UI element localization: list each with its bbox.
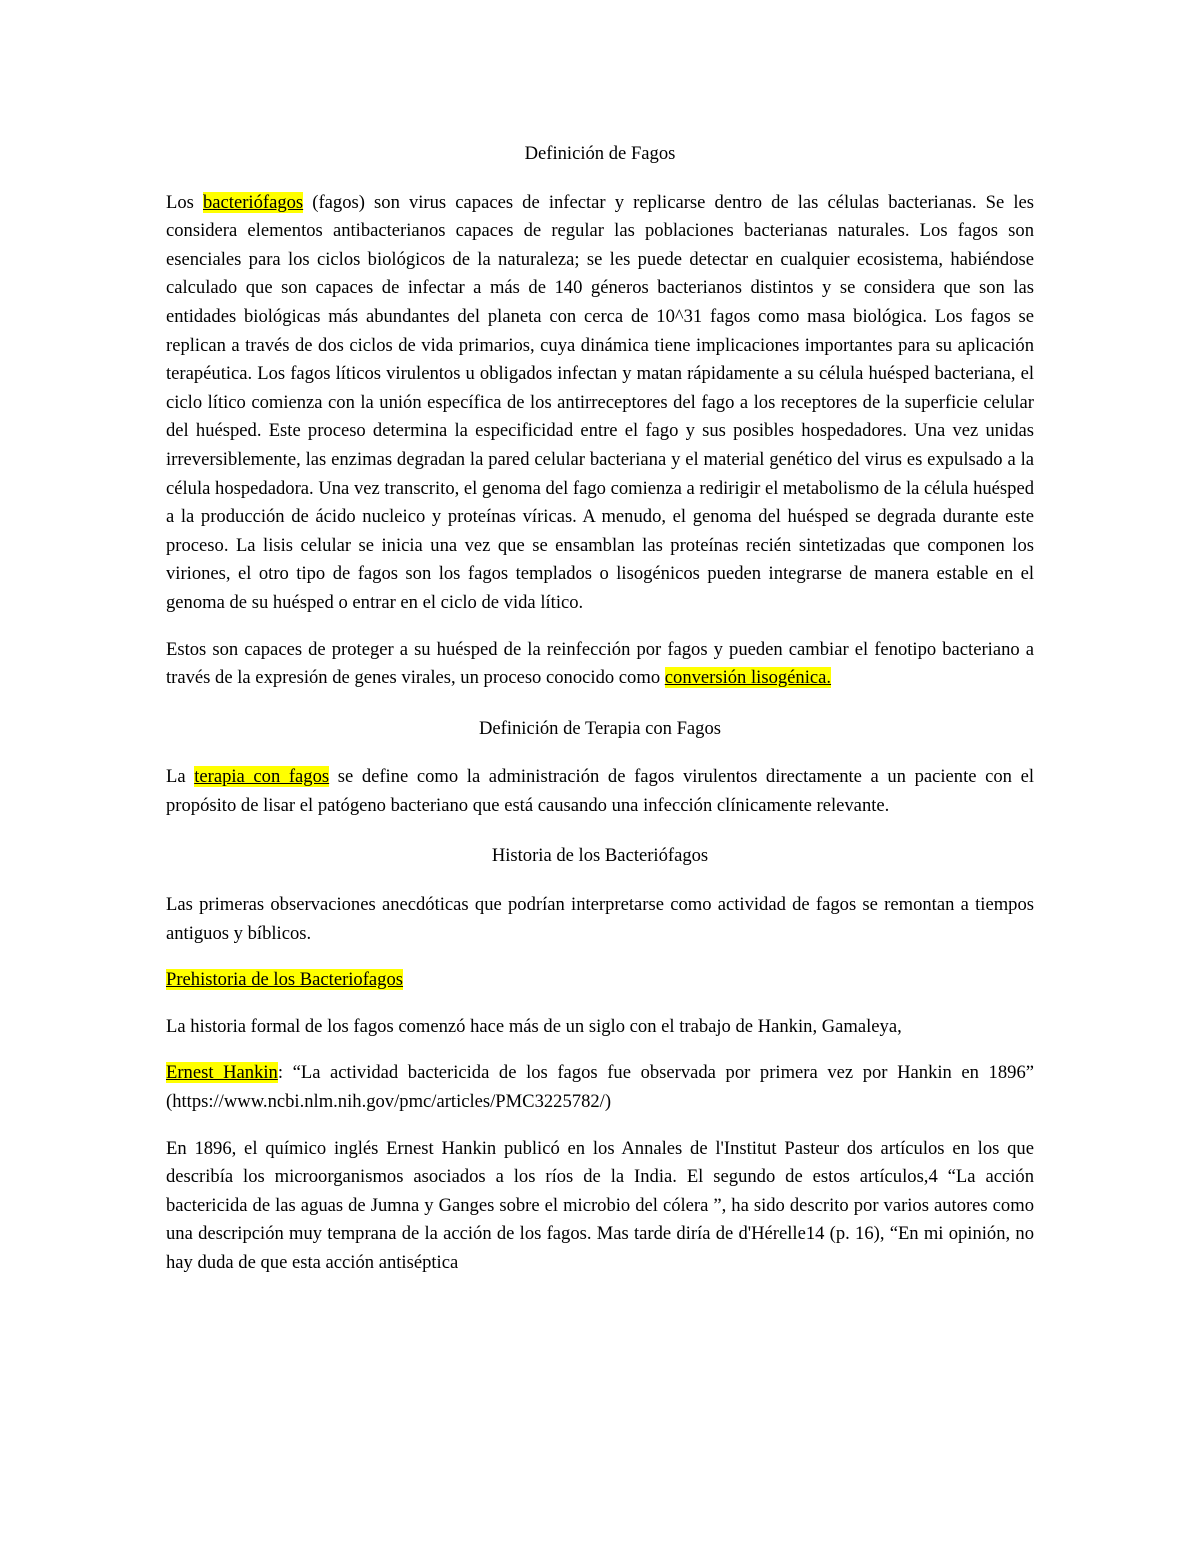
paragraph-hankin-1896: En 1896, el químico inglés Ernest Hankin publicó en los Annales de l'Institut Pasteur dos artículos en los que describía los microorganismos asociados a los ríos de la India. El segundo de estos artículos,4 “La acción bactericida de las aguas de Jumna y Ganges sobre el microbio del cólera ”, ha sido descrito por varios autores como una descripción muy temprana de la acción de los fagos. Mas tarde diría de d'Hérelle14 (p. 16), “En mi opinión, no hay duda de que esta acción antiséptica <box>166 1137 1034 1273</box>
highlighted-term-conversion-lisogenica: conversión lisogénica. <box>664 667 832 689</box>
highlighted-term-ernest-hankin: Ernest Hankin <box>166 1062 278 1084</box>
text: Estos son capaces de proteger a su huésped de la reinfección por fagos y pueden cambiar el fenotipo bacteriano a través de la expresión de genes virales, un proceso conocido como <box>166 638 1034 689</box>
paragraph-historia-formal: La historia formal de los fagos comenzó hace más de un siglo con el trabajo de Hankin, Gamaleya, <box>166 1015 902 1037</box>
paragraph-terapia-definition <box>166 763 1034 820</box>
text: (fagos) son virus capaces de infectar y replicarse dentro de las células bacterianas. Se les considera elementos antibacterianos capaces de regular las poblaciones bacterianas naturales. Los fagos son esenciales para los ciclos biológicos de la naturaleza; se les puede detectar en cualquier ecosistema, habiéndose calculado que son capaces de infectar a más de 140 géneros bacterianos distintos y se considera que son las entidades biológicas más abundantes del planeta con cerca de 10^31 fagos como masa biológica. Los fagos se replican a través de dos ciclos de vida primarios, cuya dinámica tiene implicaciones importantes para su aplicación terapéutica. Los fagos líticos virulentos u obligados infectan y matan rápidamente a su célula huésped bacteriana, el ciclo lítico comienza con la unión específica de los antirreceptores del fago a los receptores de la superficie celular del huésped. Este proceso determina la especificidad entre el fago y sus posibles hospedadores. Una vez unidas irreversiblemente, las enzimas degradan la pared celular bacteriana y el material genético del virus es expulsado a la célula hospedadora. Una vez transcrito, el genoma del fago comienza a redirigir el metabolismo de la célula huésped a la producción de ácido nucleico y proteínas víricas. A menudo, el genoma del huésped se degrada durante este proceso. La lisis celular se inicia una vez que se ensamblan las proteínas recién sintetizadas que componen los viriones, el otro tipo de fagos son los fagos templados o lisogénicos pueden integrarse de manera estable en el genoma de su huésped o entrar en el ciclo de vida lítico. <box>166 191 1034 613</box>
heading-definicion-fagos: Definición de Fagos <box>524 143 676 164</box>
text: La <box>166 766 195 788</box>
paragraph-primeras-observaciones: Las primeras observaciones anecdóticas que podrían interpretarse como actividad de fagos se remontan a tiempos antiguos y bíblicos. <box>166 894 1034 944</box>
text: : “La actividad bactericida de los fagos fue observada por primera vez por Hankin en 1896” (https://www.ncbi.nlm.nih.gov/pmc/articles/PMC3225782/) <box>166 1062 1034 1113</box>
paragraph-ernest-hankin-quote <box>166 1059 1034 1116</box>
heading-terapia-fagos: Definición de Terapia con Fagos <box>478 717 722 739</box>
paragraph-fagos-definition <box>166 189 1034 618</box>
subheading-prehistoria <box>166 966 1034 995</box>
text: se define como la administración de fagos virulentos directamente a un paciente con el propósito de lisar el patógeno bacteriano que está causando una infección clínicamente relevante. <box>166 766 1034 816</box>
highlighted-term-terapia-con-fagos: terapia con fagos <box>194 766 330 788</box>
heading-historia-bacteriofagos: Historia de los Bacteriófagos <box>491 845 709 867</box>
paragraph-conversion-lisogenica <box>166 636 1034 693</box>
highlighted-subheading-prehistoria: Prehistoria de los Bacteriofagos <box>166 969 404 991</box>
text: Los <box>166 191 203 213</box>
document-page <box>166 140 1034 1278</box>
highlighted-term-bacteriofagos: bacteriófagos <box>203 191 304 213</box>
